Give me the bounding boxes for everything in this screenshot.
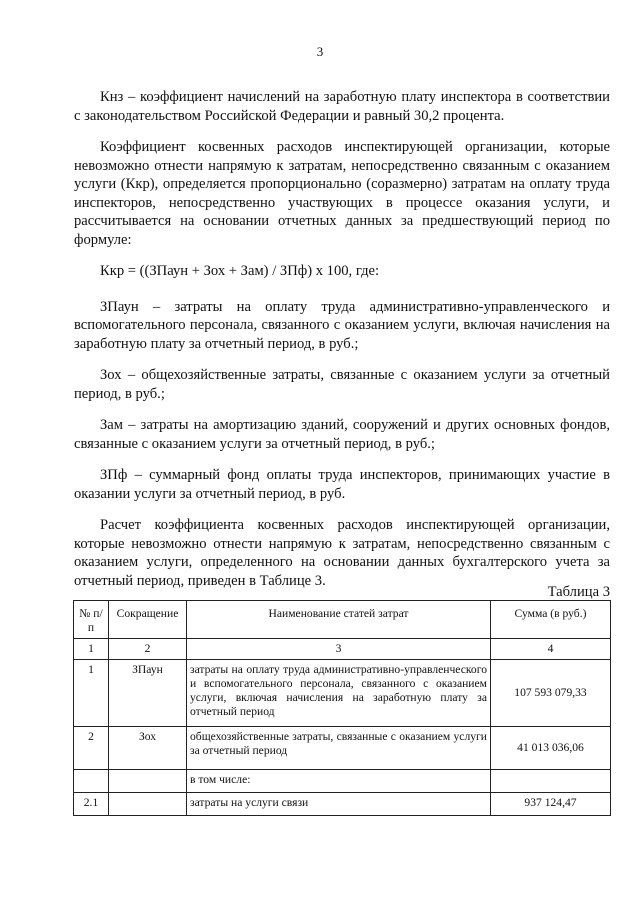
row-num: 2 <box>74 727 109 770</box>
row-abbr <box>109 770 187 793</box>
table-row <box>74 660 611 727</box>
row-abbr: Зох <box>109 727 187 770</box>
index-cell: 2 <box>109 639 187 660</box>
paragraph-kkr-description: Коэффициент косвенных расходов инспектирующей организации, которые невозможно отнести напрямую к затратам, непосредственно связанным с оказанием услуги (Ккр), определяется пропорционально (соразмерно) затратам на оплату труда инспекторов, непосредственно участвующих в процессе оказания услуги, и рассчитывается на основании отчетных данных за предшествующий период по формуле: <box>74 139 610 248</box>
table-caption: Таблица 3 <box>547 584 610 600</box>
table-row <box>74 793 611 816</box>
table-row <box>74 727 611 770</box>
row-num: 2.1 <box>74 793 109 816</box>
index-cell: 3 <box>187 639 491 660</box>
row-abbr: ЗПаун <box>109 660 187 727</box>
row-abbr <box>109 793 187 816</box>
definition-zoh: Зох – общехозяйственные затраты, связанные с оказанием услуги за отчетный период, в руб.; <box>74 367 610 402</box>
row-name: в том числе: <box>187 770 491 793</box>
row-sum: 41 013 036,06 <box>491 727 611 770</box>
cost-table <box>73 600 611 816</box>
definition-zpaun: ЗПаун – затраты на оплату труда административно-управленческого и вспомогательного персонала, связанного с оказанием услуги, включая начисления на заработную плату за отчетный период, в руб.; <box>74 298 610 352</box>
row-sum: 107 593 079,33 <box>491 660 611 727</box>
header-num: № п/п <box>74 601 109 639</box>
index-cell: 1 <box>74 639 109 660</box>
header-sum: Сумма (в руб.) <box>491 601 611 639</box>
row-sum <box>491 770 611 793</box>
row-name: затраты на услуги связи <box>187 793 491 816</box>
row-name: общехозяйственные затраты, связанные с оказанием услуги за отчетный период <box>187 727 491 770</box>
header-name: Наименование статей затрат <box>187 601 491 639</box>
table-row <box>74 770 611 793</box>
formula-kkr: Ккр = ((ЗПаун + Зох + Зам) / ЗПф) х 100, где: <box>100 263 380 279</box>
paragraph-table-intro: Расчет коэффициента косвенных расходов инспектирующей организации, которые невозможно отнести напрямую к затратам, непосредственно связанным с оказанием услуги, определенного на основании данных бухгалтерского учета за отчетный период, приведен в Таблице 3. <box>74 517 610 589</box>
row-num <box>74 770 109 793</box>
definition-zpf: ЗПф – суммарный фонд оплаты труда инспекторов, принимающих участие в оказании услуги за отчетный период, в руб. <box>74 467 610 502</box>
table-header-row <box>74 601 611 639</box>
document-body <box>74 88 610 603</box>
header-abbr: Сокращение <box>109 601 187 639</box>
row-name: затраты на оплату труда административно-управленческого и вспомогательного персонала, связанного с оказанием услуги, включая начисления на заработную плату за отчетный период <box>187 660 491 727</box>
table-index-row <box>74 639 611 660</box>
row-sum: 937 124,47 <box>491 793 611 816</box>
paragraph-knz: Кнз – коэффициент начислений на заработную плату инспектора в соответствии с законодательством Российской Федерации и равный 30,2 процента. <box>74 89 610 124</box>
row-num: 1 <box>74 660 109 727</box>
index-cell: 4 <box>491 639 611 660</box>
definition-zam: Зам – затраты на амортизацию зданий, сооружений и других основных фондов, связанные с оказанием услуги за отчетный период, в руб.; <box>74 417 610 452</box>
page-number: 3 <box>316 44 324 59</box>
